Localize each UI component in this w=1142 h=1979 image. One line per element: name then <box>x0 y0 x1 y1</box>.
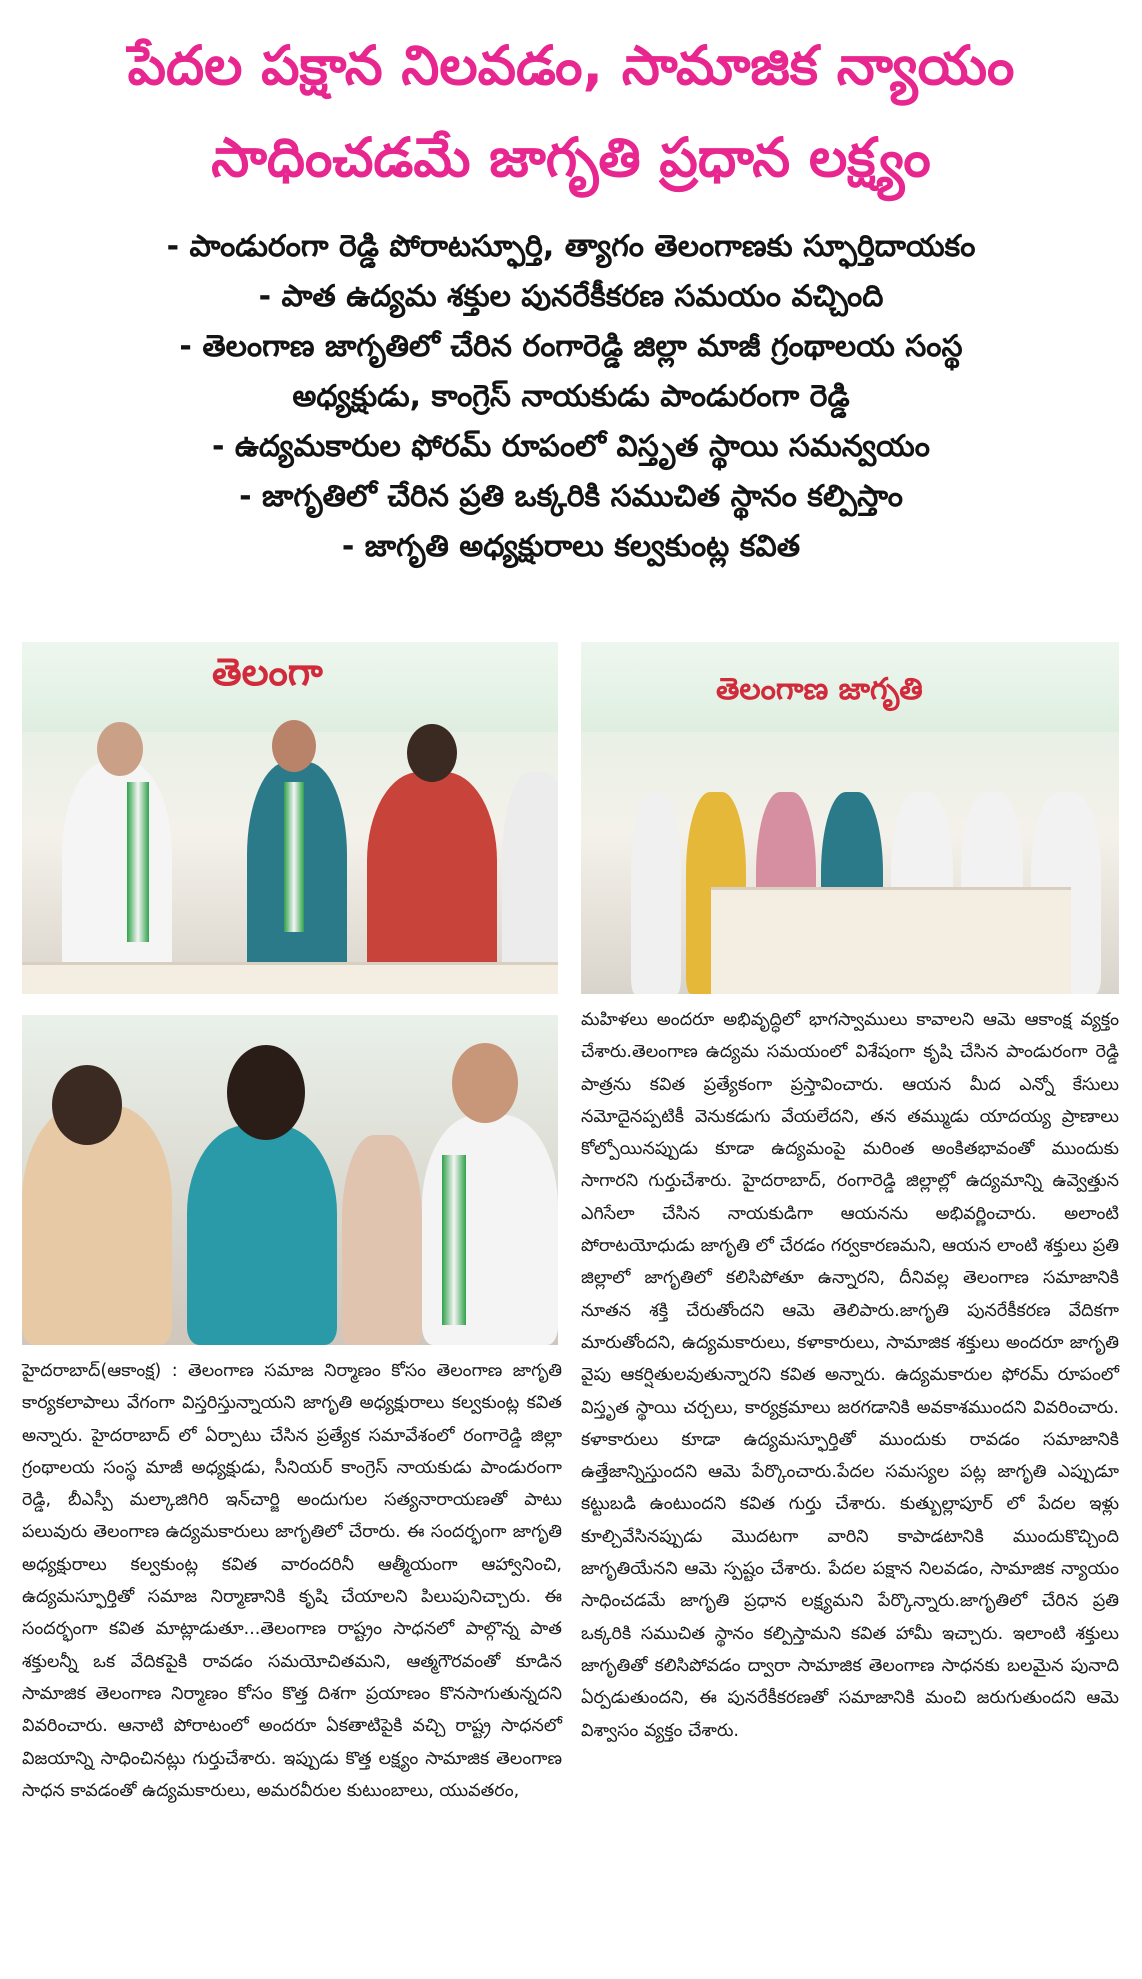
article-text: మహిళలు అందరూ అభివృద్ధిలో భాగస్వాములు కావాలని ఆమె ఆకాంక్ష వ్యక్తం చేశారు.తెలంగాణ ఉద్యమ సమయంలో విశేషంగా కృషి చేసిన పాండురంగా రెడ్డి పాత్రను కవిత ప్రత్యేకంగా ప్రస్తావించారు. ఆయన మీద ఎన్నో కేసులు నమోదైనప్పటికీ వెనుకడుగు వేయలేదని, తన తమ్ముడు యాదయ్య ప్రాణాలు కోల్పోయినప్పుడు కూడా ఉద్యమంపై మరింత అంకితభావంతో ముందుకు సాగారని గుర్తుచేశారు. హైదరాబాద్, రంగారెడ్డి జిల్లాల్లో ఉద్యమాన్ని ఉవ్వెత్తున ఎగిసేలా చేసిన నాయకుడిగా ఆయనను అభివర్ణించారు. అలాంటి పోరాటయోధుడు జాగృతి లో చేరడం గర్వకారణమని, ఆయన లాంటి శక్తులు ప్రతి జిల్లాలో జాగృతిలో కలిసిపోతూ ఉన్నారని, దీనివల్ల తెలంగాణ సమాజానికి నూతన శక్తి చేరుతోందని ఆమె తెలిపారు.జాగృతి పునరేకీకరణ వేదికగా మారుతోందని, ఉద్యమకారులు, కళాకారులు, సామాజిక శక్తులు అందరూ జాగృతి వైపు ఆకర్షితులవుతున్నారని కవిత అన్నారు. ఉద్యమకారుల ఫోరమ్ రూపంలో విస్తృత స్థాయి చర్చలు, కార్యక్రమాలు జరగడానికి అవకాశముందని వివరించారు. కళాకారులు కూడా ఉద్యమస్ఫూర్తితో ముందుకు రావడం సమాజానికి ఉత్తేజాన్నిస్తుందని ఆమె పేర్కొంచారు.పేదల సమస్యల పట్ల జాగృతి ఎప్పుడూ కట్టుబడి ఉంటుందని కవిత గుర్తు చేశారు. కుత్బుల్లాపూర్ లో పేదల ఇళ్లు కూల్చివేసినప్పుడు మొదటగా వారిని కాపాడటానికి ముందుకొచ్చింది జాగృతియేనని ఆమె స్పష్టం చేశారు. పేదల పక్షాన నిలవడం, సామాజిక న్యాయం సాధించడమే జాగృతి ప్రధాన లక్ష్యమని పేర్కొన్నారు.జాగృతిలో చేరిన ప్రతి ఒక్కరికి సముచిత స్థానం కల్పిస్తామని కవిత హామీ ఇచ్చారు. ఇలాంటి శక్తులు జాగృతితో కలిసిపోవడం ద్వారా సామాజిక తెలంగాణ సాధనకు బలమైన పునాది ఏర్పడుతుందని, ఈ పునరేకీకరణతో సమాజానికి మంచి జరుగుతుందని ఆమె విశ్వాసం వ్యక్తం చేశారు. <box>581 1010 1119 1741</box>
photo-kavitha-speaking <box>22 1015 558 1345</box>
subpoint: అధ్యక్షుడు, కాంగ్రెస్ నాయకుడు పాండురంగా రెడ్డి <box>292 379 850 414</box>
person-head <box>272 720 316 772</box>
desk <box>711 887 1071 994</box>
subpoint: - ఉద్యమకారుల ఫోరమ్ రూపంలో విస్తృత స్థాయి సమన్వయం <box>212 429 930 464</box>
desk <box>22 962 558 994</box>
person-head <box>407 724 457 782</box>
article-column-left <box>22 1355 562 1807</box>
photo-banner-text: తెలంగా <box>212 650 323 694</box>
person <box>502 772 558 994</box>
person <box>62 762 172 994</box>
person <box>367 772 497 994</box>
article-text: హైదరాబాద్(ఆకాంక్ష) : తెలంగాణ సమాజ నిర్మాణం కోసం తెలంగాణ జాగృతి కార్యకలాపాలు వేగంగా విస్తరిస్తున్నాయని జాగృతి అధ్యక్షురాలు కల్వకుంట్ల కవిత అన్నారు. హైదరాబాద్ లో ఏర్పాటు చేసిన ప్రత్యేక సమావేశంలో రంగారెడ్డి జిల్లా గ్రంథాలయ సంస్థ మాజీ అధ్యక్షుడు, సీనియర్ కాంగ్రెస్ నాయకుడు పాండురంగా రెడ్డి, బీఎస్పీ మల్కాజిగిరి ఇన్‌చార్జి అందుగుల సత్యనారాయణతో పాటు పలువురు తెలంగాణ ఉద్యమకారులు జాగృతిలో చేరారు. ఈ సందర్భంగా జాగృతి అధ్యక్షురాలు కల్వకుంట్ల కవిత వారందరినీ ఆత్మీయంగా ఆహ్వానించి, ఉద్యమస్ఫూర్తితో సమాజ నిర్మాణానికి కృషి చేయాలని పిలుపునిచ్చారు. ఈ సందర్భంగా కవిత మాట్లాడుతూ...తెలంగాణ రాష్ట్రం సాధనలో పాల్గొన్న పాత శక్తులన్నీ ఒక వేదికపైకి రావడం సమయోచితమని, ఆత్మగౌరవంతో కూడిన సామాజిక తెలంగాణ నిర్మాణం కోసం కొత్త దిశగా ప్రయాణం కొనసాగుతున్నదని వివరించారు. ఆనాటి పోరాటంలో అందరూ ఏకతాటిపైకి వచ్చి రాష్ట్ర సాధనలో విజయాన్ని సాధించినట్లు గుర్తుచేశారు. ఇప్పుడు కొత్త లక్ష్యం సామాజిక తెలంగాణ సాధన కావడంతో ఉద్యమకారులు, అమరవీరుల కుటుంబాలు, యువతరం, <box>22 1361 562 1801</box>
person-head <box>97 722 143 776</box>
person-head <box>52 1065 122 1145</box>
subpoint: - పాత ఉద్యమ శక్తుల పునరేకీకరణ సమయం వచ్చింది <box>258 279 884 314</box>
scarf <box>442 1155 466 1325</box>
subpoints-list <box>0 222 1142 572</box>
photo-group-joining-2 <box>581 642 1119 994</box>
subpoint: - జాగృతి అధ్యక్షురాలు కల్వకుంట్ల కవిత <box>341 529 801 564</box>
scarf <box>127 782 149 942</box>
person <box>187 1125 337 1345</box>
subpoint: - జాగృతిలో చేరిన ప్రతి ఒక్కరికి సముచిత స్థానం కల్పిస్తాం <box>239 479 903 514</box>
article-column-right <box>581 1004 1119 1747</box>
subpoint: - తెలంగాణ జాగృతిలో చేరిన రంగారెడ్డి జిల్లా మాజీ గ్రంథాలయ సంస్థ <box>179 329 963 364</box>
headline <box>0 20 1142 204</box>
person <box>342 1135 422 1345</box>
person-head <box>227 1045 305 1140</box>
scarf <box>284 782 304 932</box>
headline-line-2: సాధించడమే జాగృతి ప్రధాన లక్ష్యం <box>211 126 931 189</box>
person <box>631 792 681 994</box>
photo-banner-text: తెలంగాణ జాగృతి <box>716 672 923 707</box>
subpoint: - పాండురంగా రెడ్డి పోరాటస్ఫూర్తి, త్యాగం తెలంగాణకు స్ఫూర్తిదాయకం <box>166 229 976 264</box>
person-head <box>452 1043 518 1123</box>
headline-line-1: పేదల పక్షాన నిలవడం, సామాజిక న్యాయం <box>127 34 1015 97</box>
photo-group-joining-1 <box>22 642 558 994</box>
